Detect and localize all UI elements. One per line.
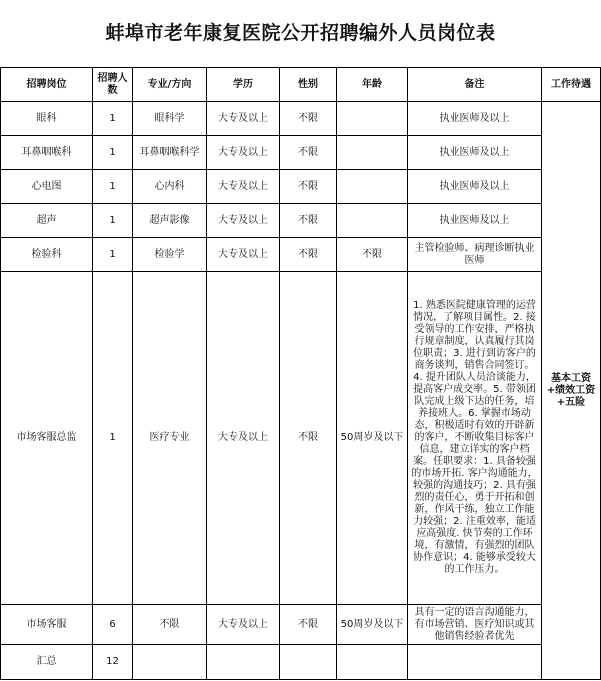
header-benefits: 工作待遇 [542,68,601,102]
cell-education: 大专及以上 [207,170,280,204]
cell-age: 50周岁及以下 [337,272,408,605]
cell-count: 1 [93,204,133,238]
table-row [1,136,601,170]
recruitment-table [0,67,601,680]
cell-notes: 1. 熟悉医院健康管理的运营情况，了解项目属性。2. 接受领导的工作安排，严格执行规章制度，认真履行其岗位职责；3. 进行到访客户的商务谈判，销售合同签订。4. 提升团队人员洽谈能力，提高客户成交率。5. 带领团队完成上级下达的任务，培养接班人。6. 掌握市场动态，积极适时有效的开辟新的客户，不断收集目标客户信息，建立详实的客户档案。任职要求：1. 具备较强的市场开拓. 客户沟通能力，较强的沟通技巧；2. 具有强烈的责任心，勇于开拓和创新，作风干练，独立工作能力较强；2. 注重效率，能适应高强度. 快节奏的工作环境，有激情，有强烈的团队协作意识；4. 能够承受较大的工作压力。 [408,272,542,605]
cell-age [337,102,408,136]
header-age: 年龄 [337,68,408,102]
cell-major: 检验学 [133,238,207,272]
cell-count: 1 [93,170,133,204]
total-row [1,645,601,680]
cell-gender: 不限 [280,170,337,204]
cell-count: 6 [93,605,133,645]
table-row [1,102,601,136]
cell-position: 汇总 [1,645,93,680]
cell-notes [408,645,542,680]
table-row [1,170,601,204]
cell-notes: 执业医师及以上 [408,136,542,170]
cell-gender: 不限 [280,204,337,238]
cell-major: 心内科 [133,170,207,204]
cell-education: 大专及以上 [207,136,280,170]
cell-position: 超声 [1,204,93,238]
cell-education: 大专及以上 [207,272,280,605]
cell-count: 1 [93,102,133,136]
table-row [1,272,601,605]
table-row [1,605,601,645]
cell-notes: 执业医师及以上 [408,170,542,204]
cell-position: 眼科 [1,102,93,136]
cell-major: 耳鼻咽喉科学 [133,136,207,170]
header-major: 专业/方向 [133,68,207,102]
cell-gender: 不限 [280,605,337,645]
cell-notes: 具有一定的语言沟通能力，有市场营销、医疗知识或其他销售经验者优先 [408,605,542,645]
cell-position: 心电图 [1,170,93,204]
cell-position: 检验科 [1,238,93,272]
cell-notes: 主管检验师、病理诊断执业医师 [408,238,542,272]
cell-benefits: 基本工资+绩效工资+五险 [542,102,601,680]
cell-position: 市场客服 [1,605,93,645]
header-row [1,68,601,102]
cell-major: 眼科学 [133,102,207,136]
cell-age [337,645,408,680]
cell-age: 50周岁及以下 [337,605,408,645]
cell-age: 不限 [337,238,408,272]
header-notes: 备注 [408,68,542,102]
cell-major: 医疗专业 [133,272,207,605]
cell-position: 耳鼻咽喉科 [1,136,93,170]
cell-major: 不限 [133,605,207,645]
cell-count: 1 [93,136,133,170]
header-education: 学历 [207,68,280,102]
table-row [1,204,601,238]
cell-position: 市场客服总监 [1,272,93,605]
cell-count: 12 [93,645,133,680]
cell-count: 1 [93,238,133,272]
header-count: 招聘人数 [93,68,133,102]
cell-gender: 不限 [280,272,337,605]
header-gender: 性别 [280,68,337,102]
header-position: 招聘岗位 [1,68,93,102]
cell-education: 大专及以上 [207,238,280,272]
cell-age [337,170,408,204]
cell-age [337,204,408,238]
table-row [1,238,601,272]
cell-gender: 不限 [280,136,337,170]
cell-gender: 不限 [280,102,337,136]
cell-gender [280,645,337,680]
cell-education: 大专及以上 [207,102,280,136]
cell-education: 大专及以上 [207,605,280,645]
cell-age [337,136,408,170]
cell-education: 大专及以上 [207,204,280,238]
cell-notes: 执业医师及以上 [408,102,542,136]
cell-major: 超声影像 [133,204,207,238]
page-title: 蚌埠市老年康复医院公开招聘编外人员岗位表 [105,22,496,44]
cell-gender: 不限 [280,238,337,272]
cell-notes: 执业医师及以上 [408,204,542,238]
cell-education [207,645,280,680]
cell-major [133,645,207,680]
cell-count: 1 [93,272,133,605]
